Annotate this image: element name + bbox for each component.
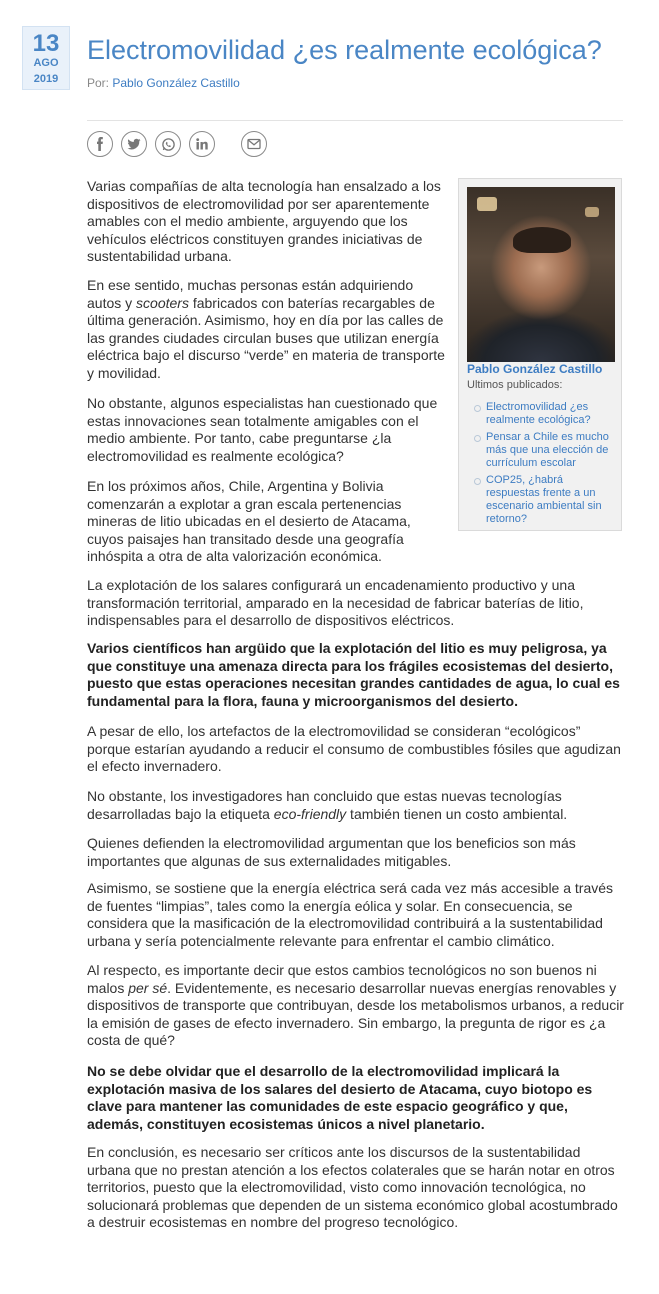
photo-light [477, 197, 497, 211]
date-year: 2019 [33, 73, 59, 85]
linkedin-icon[interactable] [189, 131, 215, 157]
author-photo [467, 187, 615, 362]
author-box-name[interactable]: Pablo González Castillo [467, 362, 603, 376]
byline-prefix: Por: [87, 76, 110, 90]
article-paragraph: A pesar de ello, los artefactos de la electromovilidad se consideran “ecológicos” porque estarían ayudando a reducir el consumo de combustibles fósiles que agudizan el efecto invernadero. [87, 723, 621, 774]
date-month: AGO [33, 57, 59, 69]
recent-post-link[interactable]: Electromovilidad ¿es realmente ecológica? [472, 401, 612, 427]
article-paragraph: Varias compañías de alta tecnología han ensalzado a los dispositivos de electromovilidad por ser aparentemente amables con el medio ambiente, arguyendo que los vehículos eléctricos constituyen grandes iniciativas de sustentabilidad urbana. [87, 178, 441, 264]
photo-hair [513, 227, 571, 253]
recent-posts-label: Ultimos publicados: [467, 379, 563, 391]
photo-light [585, 207, 599, 217]
text-run: No obstante, los investigadores han concluido que estas nuevas tecnologías desarrolladas bajo la etiqueta [87, 788, 562, 822]
emphasis-text: scooters [136, 294, 189, 311]
article-paragraph: En conclusión, es necesario ser críticos ante los discursos de la sustentabilidad urbana que no prestan atención a los efectos colaterales que se harán notar en otros territorios, puesto que la electromovilidad, visto como innovación tecnológica, no solucionará problemas que dependen de un sistema económico global acostumbrado a destruir ecosistemas en nombre del progreso tecnológico. [87, 1144, 618, 1230]
share-gap [223, 131, 233, 157]
divider [87, 120, 623, 121]
article-paragraph: Quienes defienden la electromovilidad argumentan que los beneficios son más importantes que algunas de sus externalidades mitigables. [87, 835, 576, 869]
facebook-icon[interactable] [87, 131, 113, 157]
article-paragraph: La explotación de los salares configurará un encadenamiento productivo y una transformación territorial, amparado en la necesidad de fabricar baterías de litio, indispensables para el desarrollo de dispositivos eléctricos. [87, 577, 584, 628]
article-paragraph: Asimismo, se sostiene que la energía eléctrica será cada vez más accesible a través de fuentes “limpias”, tales como la energía eólica y solar. En consecuencia, se considera que la masificación de la electromovilidad contribuirá a la sustentabilidad urbana y sería potencialmente relevante para enfrentar el cambio climático. [87, 880, 614, 949]
author-link[interactable]: Pablo González Castillo [112, 76, 240, 90]
date-badge [22, 26, 70, 90]
text-run: En ese sentido, muchas personas están adquiriendo autos y [87, 277, 414, 311]
recent-post-link[interactable]: Pensar a Chile es mucho más que una elección de currículum escolar [472, 431, 612, 470]
article-paragraph-bold: Varios científicos han argüido que la explotación del litio es muy peligrosa, ya que constituye una amenaza directa para los frágiles ecosistemas del desierto, puesto que estas operaciones necesitan grandes cantidades de agua, lo cual es fundamental para la flora, fauna y microorganismos del desierto. [87, 640, 620, 709]
article-paragraph: No obstante, algunos especialistas han cuestionado que estas innovaciones sean totalmente amigables con el medio ambiente. Por tanto, cabe preguntarse ¿la electromovilidad es realmente ecológica? [87, 395, 438, 464]
date-day: 13 [32, 30, 60, 57]
text-run: Al respecto, es importante decir que estos cambios tecnológicos no son buenos ni malos [87, 962, 597, 996]
article-paragraph [87, 788, 627, 823]
text-run: fabricados con baterías recargables de última generación. Asimismo, hoy en día por las calles de las grandes ciudades circulan buses que utilizan energía eléctrica bajo el discurso “verde” en materia de transporte y movilidad. [87, 294, 445, 381]
emphasis-text: per sé [128, 979, 168, 996]
email-icon[interactable] [241, 131, 267, 157]
recent-posts-list [472, 401, 612, 530]
emphasis-text: eco-friendly [273, 805, 347, 822]
article-paragraph-bold: No se debe olvidar que el desarrollo de la electromovilidad implicará la explotación masiva de los salares del desierto de Atacama, cuyo biotopo es clave para mantener las comunidades de este espacio geográfico y que, además, constituyen ecosistemas únicos a nivel planetario. [87, 1063, 593, 1132]
whatsapp-icon[interactable] [155, 131, 181, 157]
article-title[interactable]: Electromovilidad ¿es realmente ecológica? [87, 35, 602, 65]
article-paragraph: En los próximos años, Chile, Argentina y Bolivia comenzarán a explotar a gran escala pertenencias mineras de litio ubicadas en el desierto de Atacama, cuyos paisajes han transitado desde una geografía inhóspita a otra de alta valorización económica. [87, 478, 411, 564]
recent-post-link[interactable]: COP25, ¿habrá respuestas frente a un escenario ambiental sin retorno? [472, 474, 612, 526]
author-box [458, 178, 622, 531]
article-paragraph [87, 277, 447, 382]
article-paragraph [87, 962, 627, 1050]
share-bar [87, 131, 267, 157]
byline [87, 76, 240, 90]
text-run: . Evidentemente, es necesario desarrollar nuevas energías renovables y dispositivos de transporte que contribuyan, desde los metabolismos urbanos, a reducir la emisión de gases de efecto invernadero. Sin embargo, la pregunta de rigor es ¿a costa de qué? [87, 979, 624, 1048]
text-run: también tienen un costo ambiental. [346, 805, 568, 822]
twitter-icon[interactable] [121, 131, 147, 157]
